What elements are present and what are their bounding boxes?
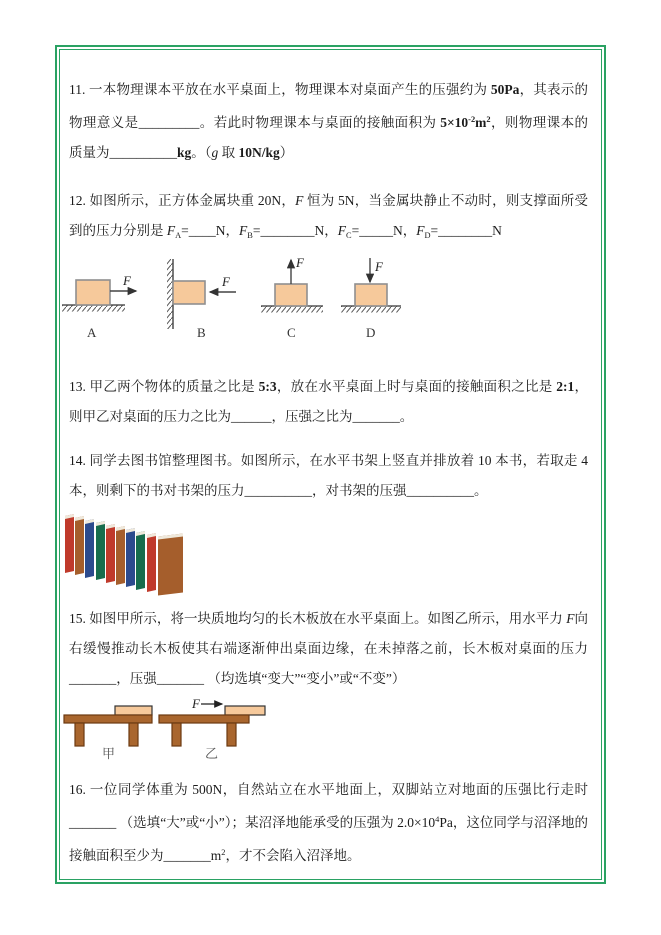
text-run: 12. 如图所示，正方体金属块重 20N， — [69, 193, 296, 208]
text-run: N — [492, 223, 502, 238]
text-run: 13. 甲乙两个物体的质量之比是 — [69, 379, 259, 394]
text-run: 。若此时物理课本与桌面的接触面积为 — [199, 115, 441, 130]
text-run: __________ — [244, 483, 312, 498]
ground-hatch-d — [341, 307, 401, 313]
text-run: C — [346, 231, 352, 240]
text-run: 取 — [218, 145, 239, 160]
text-run: __________ — [109, 145, 177, 160]
diagram-c — [261, 255, 323, 340]
ground-hatch-a — [62, 306, 125, 312]
text-run: 2 — [486, 115, 491, 124]
table-leg — [75, 723, 84, 746]
text-run: ，压强之比为 — [271, 409, 353, 424]
wall-hatch-b — [167, 259, 173, 329]
text-run: ____ — [188, 223, 216, 238]
text-run: -2 — [468, 115, 476, 124]
text-run: ______ — [231, 409, 272, 424]
tabletop-yi — [159, 715, 249, 723]
diagram-a — [62, 273, 136, 340]
text-run: D — [424, 231, 431, 240]
text-run: ________ — [260, 223, 315, 238]
text-run: ） — [279, 145, 294, 160]
books-figure — [62, 512, 202, 586]
text-run: 向右缓慢推动长木板使其右端逐渐伸出桌面边缘，在未掉落之前，长木板对桌面的压力 — [69, 611, 592, 656]
text-run: 2:1 — [556, 379, 575, 394]
text-run: _________ — [138, 115, 200, 130]
force-label-c: F — [296, 255, 304, 270]
book-spine — [65, 514, 74, 573]
text-run: A — [175, 231, 182, 240]
text-run: 11. 一本物理课本平放在水平桌面上，物理课本对桌面产生的压强约为 — [69, 82, 491, 97]
text-run: ，对书架的压强 — [312, 483, 407, 498]
page-content — [61, 47, 600, 882]
table-label-jia: 甲 — [102, 746, 116, 761]
text-run: 15. 如图甲所示，将一块质地均匀的长木板放在水平桌面上。如图乙所示，用水平力 — [69, 611, 567, 626]
diagram-b — [167, 259, 236, 340]
text-run: _______ — [352, 409, 400, 424]
force-label-a: F — [123, 273, 131, 288]
text-run: 10N/kg — [238, 145, 280, 160]
text-run: F — [566, 611, 575, 626]
block-d — [355, 284, 387, 306]
text-run: _______ — [163, 848, 211, 863]
block-a — [76, 280, 110, 305]
block-c — [275, 284, 307, 306]
text-run: 。 — [474, 483, 488, 498]
text-run: 50Pa — [490, 82, 520, 97]
text-run: 14. 同学去图书馆整理图书。如图所示，在水平书架上竖直并排放着 10 本书，若取走 4 本，则剩下的书对书架的压力 — [69, 453, 592, 498]
table-leg — [129, 723, 138, 746]
question-15 — [69, 604, 592, 694]
text-run: ，则甲乙对桌面的压力之比为 — [69, 379, 589, 424]
table-jia — [64, 706, 152, 761]
text-run: 恒为 5N，当金属块静止不动时，则支撑面所受到的压力分别是 — [69, 193, 589, 238]
plank-yi — [225, 706, 265, 715]
question-11 — [69, 75, 588, 168]
text-run: N， — [314, 223, 338, 238]
diagram-label-c: C — [287, 325, 296, 340]
text-run: = — [181, 223, 189, 238]
book-spine — [96, 521, 105, 580]
text-run: 4 — [435, 815, 440, 824]
text-run: N， — [392, 223, 417, 238]
text-run: F — [416, 223, 425, 238]
question-16 — [69, 775, 588, 871]
diagram-label-a: A — [87, 325, 97, 340]
figure-q15-tables — [60, 696, 275, 762]
table-leg — [172, 723, 181, 746]
text-run: 。 — [399, 409, 414, 424]
text-run: = — [252, 223, 261, 238]
text-run: 。（ — [191, 145, 212, 160]
text-run: 5:3 — [258, 379, 277, 394]
text-run: = — [351, 223, 360, 238]
text-run: ，其表示的物理意义是 — [69, 82, 589, 130]
force-label-d: F — [375, 259, 383, 274]
book-spine — [136, 531, 145, 590]
question-14 — [69, 446, 592, 506]
force-label-yi: F — [192, 696, 200, 711]
book-spine — [116, 526, 125, 585]
text-run: Pa，这位同学与沼泽地的接触面积至少为 — [69, 815, 588, 863]
text-run: F — [337, 223, 346, 238]
block-b — [173, 281, 205, 304]
book-spine — [126, 528, 135, 587]
text-run: _______ — [69, 815, 117, 830]
text-run: m — [210, 848, 222, 863]
text-run: = — [430, 223, 439, 238]
text-run: F — [295, 193, 304, 208]
book-spine — [85, 519, 94, 578]
book-spine — [106, 524, 115, 583]
text-run: m — [475, 115, 487, 130]
figure-q12-diagrams — [61, 253, 441, 341]
table-leg — [227, 723, 236, 746]
text-run: （均选填“变大”“变小”或“不变”） — [204, 671, 406, 686]
text-run: kg — [177, 145, 192, 160]
text-run: 16. 一位同学体重为 500N，自然站立在水平地面上，双脚站立对地面的压强比行走时 — [69, 782, 588, 797]
plank-jia — [115, 706, 152, 715]
diagram-label-b: B — [197, 325, 206, 340]
text-run: 5×10 — [440, 115, 469, 130]
book-front-cover — [158, 533, 183, 595]
text-run: _______ — [69, 671, 117, 686]
text-run: F — [239, 223, 248, 238]
text-run: F — [166, 223, 176, 238]
force-label-b: F — [222, 274, 230, 289]
page-border — [55, 45, 606, 884]
diagram-label-d: D — [366, 325, 376, 340]
book-spine — [75, 516, 84, 575]
question-12 — [69, 186, 588, 251]
table-yi — [159, 696, 265, 761]
question-13 — [69, 372, 588, 432]
text-run: ，压强 — [116, 671, 157, 686]
text-run: （选填“大”或“小”）；某沼泽地能承受的压强为 2.0×10 — [116, 815, 436, 830]
text-run: ，放在水平桌面上时与桌面的接触面积之比是 — [276, 379, 557, 394]
text-run: B — [247, 231, 253, 240]
text-run: 2 — [221, 848, 226, 857]
book-spine — [147, 533, 156, 592]
diagram-d — [341, 258, 401, 340]
text-run: _____ — [359, 223, 393, 238]
tabletop-jia — [64, 715, 152, 723]
text-run: ________ — [438, 223, 493, 238]
text-run: __________ — [406, 483, 474, 498]
text-run: ，才不会陷入沼泽地。 — [225, 848, 361, 863]
text-run: N， — [215, 223, 240, 238]
text-run: g — [211, 145, 219, 160]
ground-hatch-c — [261, 307, 323, 313]
table-label-yi: 乙 — [205, 746, 219, 761]
text-run: ，则物理课本的质量为 — [69, 115, 589, 160]
text-run: _______ — [156, 671, 204, 686]
